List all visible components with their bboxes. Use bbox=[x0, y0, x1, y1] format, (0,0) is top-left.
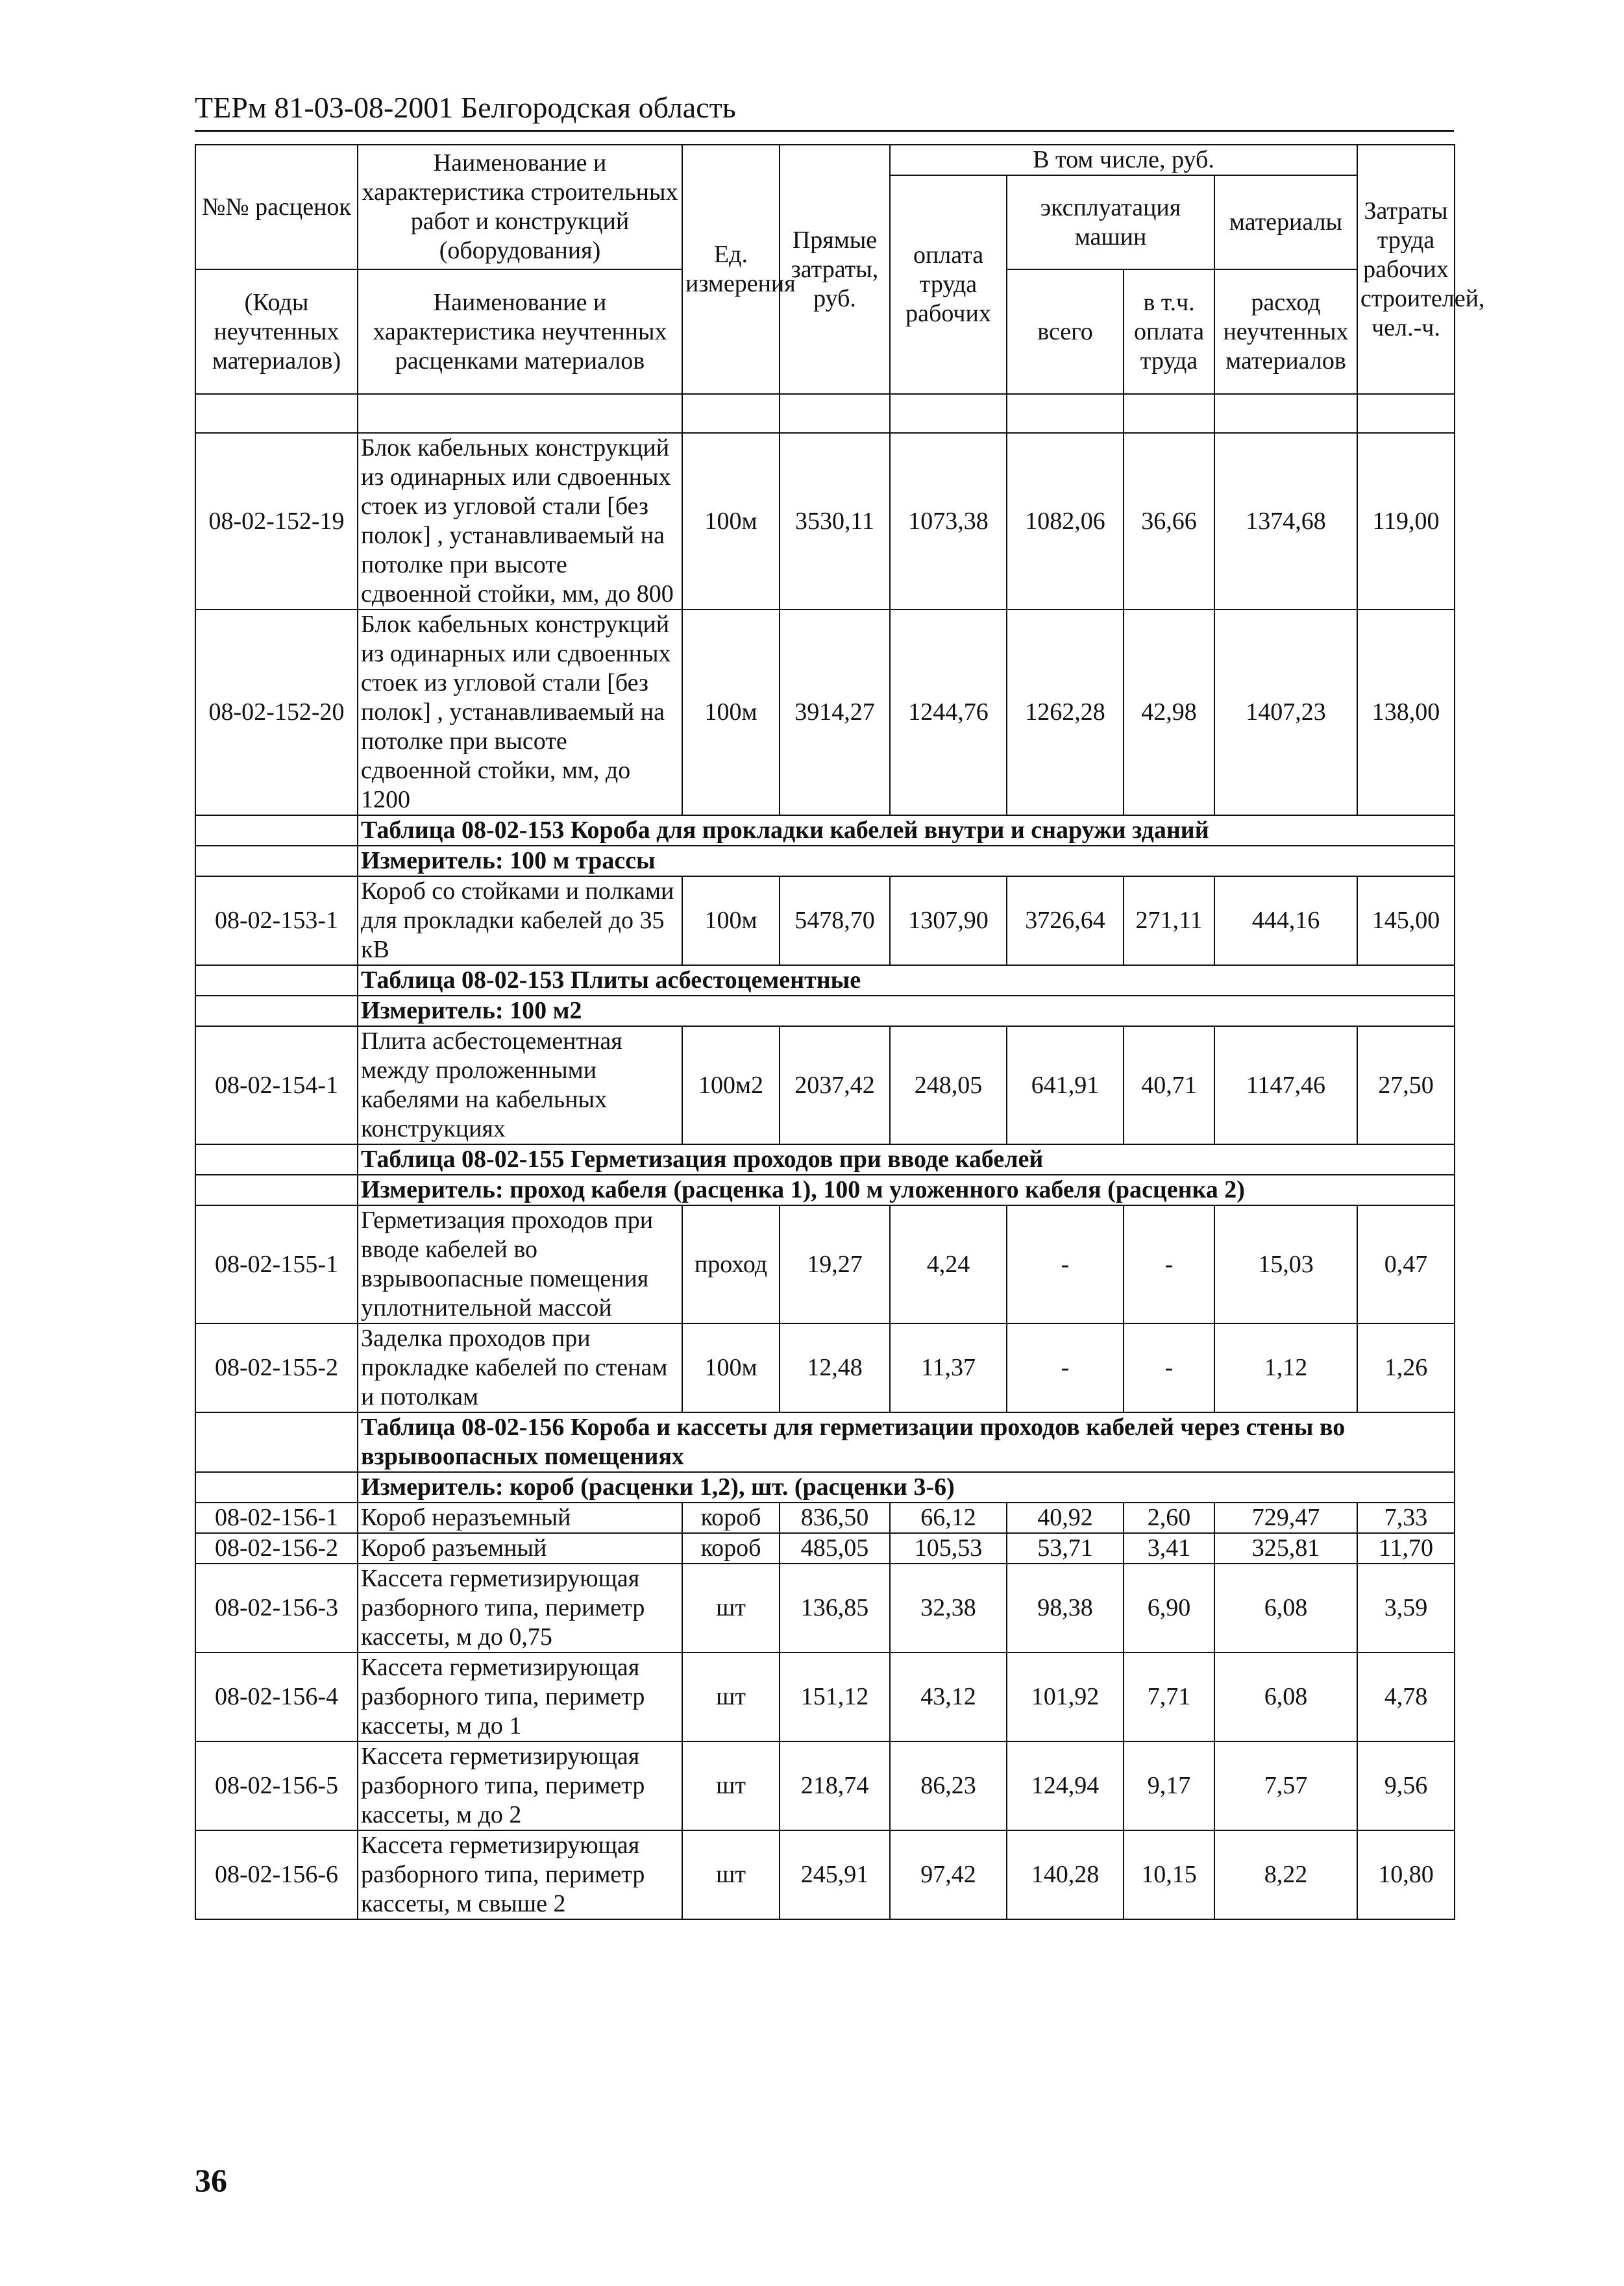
labor: 9,56 bbox=[1357, 1741, 1455, 1830]
table-row bbox=[195, 433, 1455, 609]
labor: 1,26 bbox=[1357, 1323, 1455, 1412]
page-number: 36 bbox=[195, 2162, 227, 2198]
table-row bbox=[195, 1205, 1455, 1323]
direct-costs: 485,05 bbox=[780, 1533, 890, 1564]
wages: 11,37 bbox=[890, 1323, 1007, 1412]
rate-code: 08-02-152-19 bbox=[195, 433, 358, 609]
machines-total: 98,38 bbox=[1007, 1564, 1124, 1653]
rate-name: Кассета герметизирующая разборного типа, периметр кассеты, м до 1 bbox=[358, 1653, 682, 1741]
materials: 7,57 bbox=[1214, 1741, 1357, 1830]
rate-name: Плита асбестоцементная между проложенными кабелями на кабельных конструкциях bbox=[358, 1026, 682, 1144]
machines-wages: - bbox=[1124, 1323, 1214, 1412]
wages: 66,12 bbox=[890, 1503, 1007, 1533]
unit: шт bbox=[682, 1564, 780, 1653]
wages: 1307,90 bbox=[890, 876, 1007, 965]
rate-name: Заделка проходов при прокладке кабелей по стенам и потолкам bbox=[358, 1323, 682, 1412]
direct-costs: 19,27 bbox=[780, 1205, 890, 1323]
materials: 1147,46 bbox=[1214, 1026, 1357, 1144]
rate-name: Блок кабельных конструкций из одинарных или сдвоенных стоек из угловой стали [без полок] , устанавливаемый на потолке при высоте сдвоенной стойки, мм, до 1200 bbox=[358, 609, 682, 815]
materials: 1374,68 bbox=[1214, 433, 1357, 609]
machines-total: - bbox=[1007, 1323, 1124, 1412]
header-machines: эксплуатация машин bbox=[1007, 175, 1214, 269]
header-name-unaccounted: Наименование и характеристика неучтенных расценками материалов bbox=[358, 269, 682, 394]
materials: 1,12 bbox=[1214, 1323, 1357, 1412]
header-code: №№ расценок bbox=[195, 145, 358, 269]
header-machines-total: всего bbox=[1007, 269, 1124, 394]
rate-code: 08-02-156-5 bbox=[195, 1741, 358, 1830]
section-title-row bbox=[195, 1144, 1455, 1175]
unit: короб bbox=[682, 1533, 780, 1564]
labor: 10,80 bbox=[1357, 1830, 1455, 1919]
rate-name: Кассета герметизирующая разборного типа, периметр кассеты, м до 0,75 bbox=[358, 1564, 682, 1653]
header-code-unaccounted: (Коды неучтенных материалов) bbox=[195, 269, 358, 394]
rate-name: Кассета герметизирующая разборного типа, периметр кассеты, м до 2 bbox=[358, 1741, 682, 1830]
labor: 145,00 bbox=[1357, 876, 1455, 965]
machines-total: - bbox=[1007, 1205, 1124, 1323]
unit: 100м bbox=[682, 433, 780, 609]
wages: 1244,76 bbox=[890, 609, 1007, 815]
section-measure: Измеритель: 100 м2 bbox=[358, 996, 1455, 1026]
rate-code: 08-02-155-1 bbox=[195, 1205, 358, 1323]
materials: 325,81 bbox=[1214, 1533, 1357, 1564]
wages: 105,53 bbox=[890, 1533, 1007, 1564]
measure-row bbox=[195, 1175, 1455, 1205]
measure-row bbox=[195, 996, 1455, 1026]
unit: короб bbox=[682, 1503, 780, 1533]
direct-costs: 3914,27 bbox=[780, 609, 890, 815]
rate-code: 08-02-152-20 bbox=[195, 609, 358, 815]
materials: 8,22 bbox=[1214, 1830, 1357, 1919]
wages: 97,42 bbox=[890, 1830, 1007, 1919]
machines-wages: 42,98 bbox=[1124, 609, 1214, 815]
rate-code: 08-02-156-1 bbox=[195, 1503, 358, 1533]
labor: 7,33 bbox=[1357, 1503, 1455, 1533]
machines-wages: 9,17 bbox=[1124, 1741, 1214, 1830]
materials: 6,08 bbox=[1214, 1564, 1357, 1653]
table-row bbox=[195, 1564, 1455, 1653]
machines-wages: 2,60 bbox=[1124, 1503, 1214, 1533]
measure-row bbox=[195, 846, 1455, 876]
wages: 43,12 bbox=[890, 1653, 1007, 1741]
rate-code: 08-02-156-4 bbox=[195, 1653, 358, 1741]
direct-costs: 3530,11 bbox=[780, 433, 890, 609]
unit: 100м bbox=[682, 876, 780, 965]
wages: 86,23 bbox=[890, 1741, 1007, 1830]
direct-costs: 218,74 bbox=[780, 1741, 890, 1830]
rate-code: 08-02-156-2 bbox=[195, 1533, 358, 1564]
machines-total: 1262,28 bbox=[1007, 609, 1124, 815]
rate-name: Короб неразъемный bbox=[358, 1503, 682, 1533]
rate-code: 08-02-156-6 bbox=[195, 1830, 358, 1919]
machines-wages: 3,41 bbox=[1124, 1533, 1214, 1564]
wages: 32,38 bbox=[890, 1564, 1007, 1653]
labor: 27,50 bbox=[1357, 1026, 1455, 1144]
machines-total: 40,92 bbox=[1007, 1503, 1124, 1533]
unit: шт bbox=[682, 1741, 780, 1830]
rates-table bbox=[195, 144, 1485, 1920]
machines-wages: - bbox=[1124, 1205, 1214, 1323]
materials: 444,16 bbox=[1214, 876, 1357, 965]
table-row bbox=[195, 876, 1455, 965]
section-title-row bbox=[195, 1412, 1455, 1472]
section-title: Таблица 08-02-153 Плиты асбестоцементные bbox=[358, 965, 1455, 996]
wages: 1073,38 bbox=[890, 433, 1007, 609]
section-title-row bbox=[195, 965, 1455, 996]
spacer-row bbox=[195, 394, 1455, 433]
header-materials-unaccounted: расход неучтенных материалов bbox=[1214, 269, 1357, 394]
machines-wages: 10,15 bbox=[1124, 1830, 1214, 1919]
section-title: Таблица 08-02-153 Короба для прокладки кабелей внутри и снаружи зданий bbox=[358, 815, 1455, 846]
rate-code: 08-02-153-1 bbox=[195, 876, 358, 965]
header-labor-costs: Затраты труда рабочих строителей, чел.-ч. bbox=[1357, 145, 1455, 394]
rate-name: Герметизация проходов при вводе кабелей во взрывоопасные помещения уплотнительной массой bbox=[358, 1205, 682, 1323]
header-wages: оплата труда рабочих bbox=[890, 175, 1007, 394]
machines-wages: 36,66 bbox=[1124, 433, 1214, 609]
table-row bbox=[195, 609, 1455, 815]
table-row bbox=[195, 1323, 1455, 1412]
materials: 729,47 bbox=[1214, 1503, 1357, 1533]
unit: 100м2 bbox=[682, 1026, 780, 1144]
section-title: Таблица 08-02-156 Короба и кассеты для герметизации проходов кабелей через стены во взрывоопасных помещениях bbox=[358, 1412, 1455, 1472]
page-header: ТЕРм 81-03-08-2001 Белгородская область bbox=[195, 90, 1454, 132]
machines-total: 1082,06 bbox=[1007, 433, 1124, 609]
rate-name: Короб разъемный bbox=[358, 1533, 682, 1564]
direct-costs: 12,48 bbox=[780, 1323, 890, 1412]
header-direct-costs: Прямые затраты, руб. bbox=[780, 145, 890, 394]
section-measure: Измеритель: проход кабеля (расценка 1), 100 м уложенного кабеля (расценка 2) bbox=[358, 1175, 1455, 1205]
table-header-row-1 bbox=[195, 145, 1455, 175]
section-title: Таблица 08-02-155 Герметизация проходов при вводе кабелей bbox=[358, 1144, 1455, 1175]
labor: 0,47 bbox=[1357, 1205, 1455, 1323]
machines-total: 140,28 bbox=[1007, 1830, 1124, 1919]
table-row bbox=[195, 1503, 1455, 1533]
unit: 100м bbox=[682, 1323, 780, 1412]
table-row bbox=[195, 1830, 1455, 1919]
machines-total: 53,71 bbox=[1007, 1533, 1124, 1564]
unit: шт bbox=[682, 1830, 780, 1919]
header-machines-wages: в т.ч. оплата труда bbox=[1124, 269, 1214, 394]
unit: 100м bbox=[682, 609, 780, 815]
table-row bbox=[195, 1741, 1455, 1830]
rate-name: Кассета герметизирующая разборного типа, периметр кассеты, м свыше 2 bbox=[358, 1830, 682, 1919]
materials: 15,03 bbox=[1214, 1205, 1357, 1323]
machines-total: 124,94 bbox=[1007, 1741, 1124, 1830]
header-materials: материалы bbox=[1214, 175, 1357, 269]
machines-wages: 271,11 bbox=[1124, 876, 1214, 965]
labor: 4,78 bbox=[1357, 1653, 1455, 1741]
labor: 119,00 bbox=[1357, 433, 1455, 609]
direct-costs: 136,85 bbox=[780, 1564, 890, 1653]
unit: проход bbox=[682, 1205, 780, 1323]
header-unit: Ед. измерения bbox=[682, 145, 780, 394]
section-measure: Измеритель: короб (расценки 1,2), шт. (расценки 3-6) bbox=[358, 1472, 1455, 1503]
labor: 11,70 bbox=[1357, 1533, 1455, 1564]
table-row bbox=[195, 1533, 1455, 1564]
rate-name: Короб со стойками и полками для прокладки кабелей до 35 кВ bbox=[358, 876, 682, 965]
materials: 1407,23 bbox=[1214, 609, 1357, 815]
rate-name: Блок кабельных конструкций из одинарных или сдвоенных стоек из угловой стали [без полок] , устанавливаемый на потолке при высоте сдвоенной стойки, мм, до 800 bbox=[358, 433, 682, 609]
machines-total: 101,92 bbox=[1007, 1653, 1124, 1741]
wages: 248,05 bbox=[890, 1026, 1007, 1144]
machines-wages: 7,71 bbox=[1124, 1653, 1214, 1741]
table-row bbox=[195, 1026, 1455, 1144]
section-title-row bbox=[195, 815, 1455, 846]
machines-wages: 40,71 bbox=[1124, 1026, 1214, 1144]
section-measure: Измеритель: 100 м трассы bbox=[358, 846, 1455, 876]
machines-wages: 6,90 bbox=[1124, 1564, 1214, 1653]
direct-costs: 245,91 bbox=[780, 1830, 890, 1919]
labor: 3,59 bbox=[1357, 1564, 1455, 1653]
rate-code: 08-02-156-3 bbox=[195, 1564, 358, 1653]
wages: 4,24 bbox=[890, 1205, 1007, 1323]
rate-code: 08-02-154-1 bbox=[195, 1026, 358, 1144]
direct-costs: 151,12 bbox=[780, 1653, 890, 1741]
materials: 6,08 bbox=[1214, 1653, 1357, 1741]
table-row bbox=[195, 1653, 1455, 1741]
rate-code: 08-02-155-2 bbox=[195, 1323, 358, 1412]
direct-costs: 2037,42 bbox=[780, 1026, 890, 1144]
measure-row bbox=[195, 1472, 1455, 1503]
header-name: Наименование и характеристика строительных работ и конструкций (оборудования) bbox=[358, 145, 682, 269]
machines-total: 3726,64 bbox=[1007, 876, 1124, 965]
labor: 138,00 bbox=[1357, 609, 1455, 815]
machines-total: 641,91 bbox=[1007, 1026, 1124, 1144]
unit: шт bbox=[682, 1653, 780, 1741]
direct-costs: 836,50 bbox=[780, 1503, 890, 1533]
direct-costs: 5478,70 bbox=[780, 876, 890, 965]
header-including: В том числе, руб. bbox=[890, 145, 1357, 175]
